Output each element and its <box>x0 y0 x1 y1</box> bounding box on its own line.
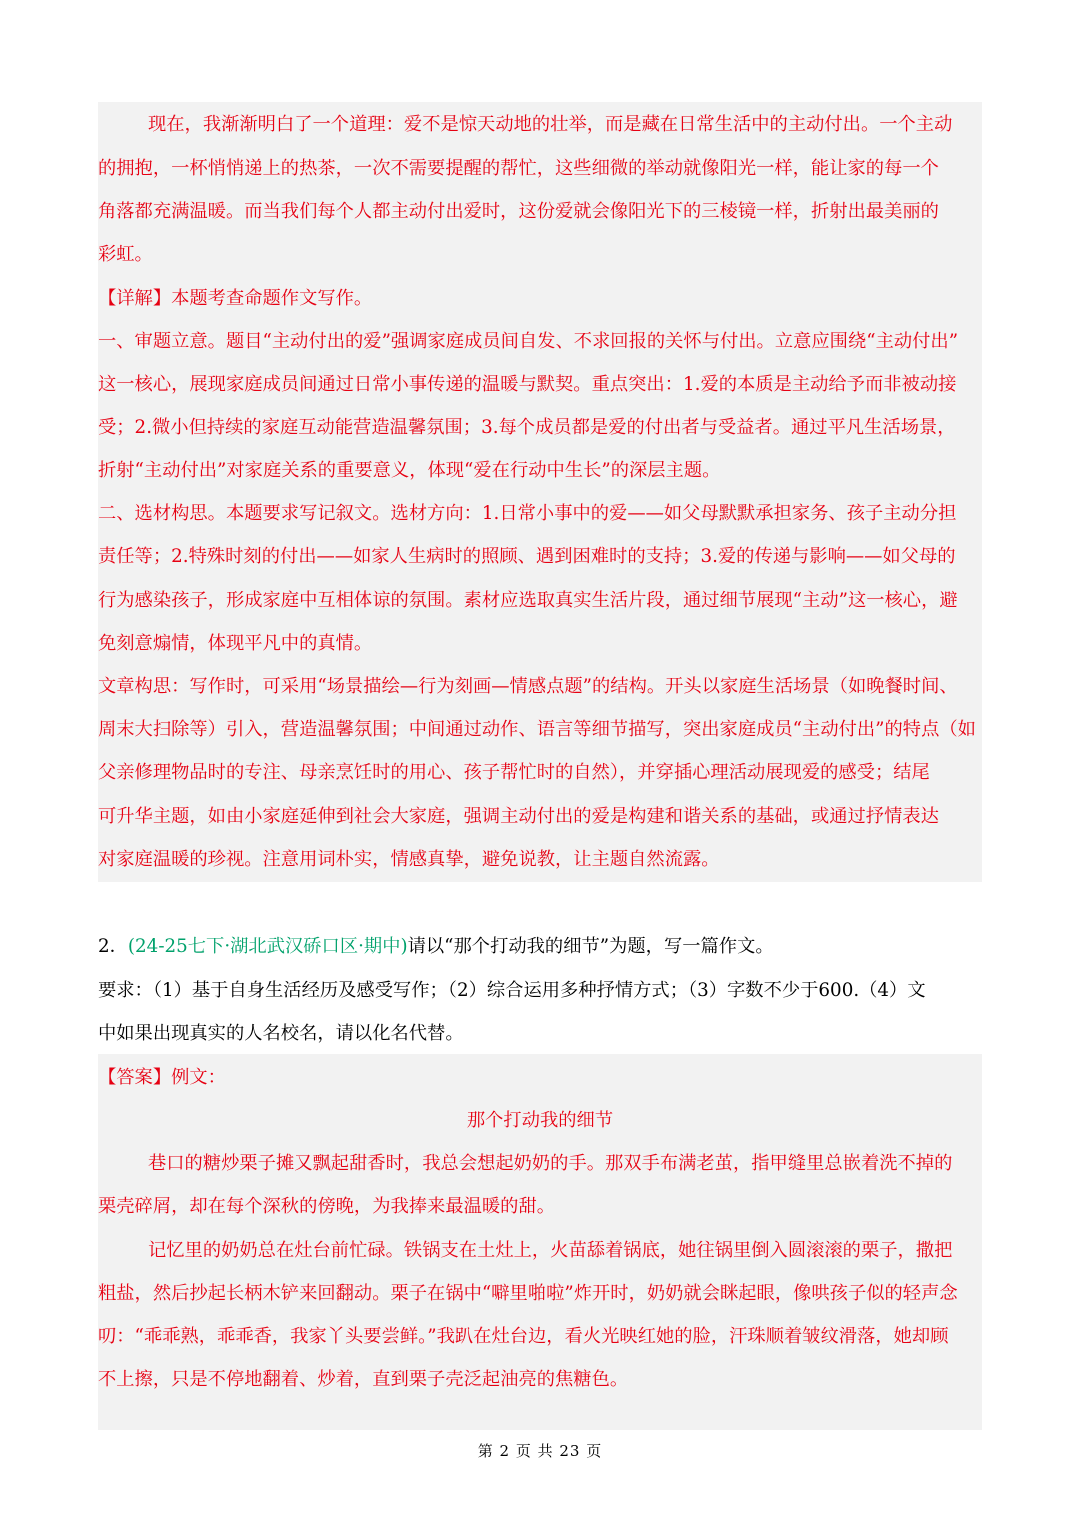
analysis-line: 这一核心，展现家庭成员间通过日常小事传递的温暖与默契。重点突出：1.爱的本质是主动给予而非被动接 <box>98 374 957 395</box>
essay-title: 那个打动我的细节 <box>466 1110 614 1131</box>
analysis-line: 父亲修理物品时的专注、母亲烹饪时的用心、孩子帮忙时的自然），并穿插心理活动展现爱的感受；结尾 <box>98 762 930 783</box>
question-2 <box>98 935 982 959</box>
question-prompt: 请以“那个打动我的细节”为题，写一篇作文。 <box>407 936 774 957</box>
analysis-line: 一、审题立意。题目“主动付出的爱”强调家庭成员间自发、不求回报的关怀与付出。立意应围绕“主动付出” <box>98 331 959 352</box>
essay-line: 叨：“乖乖熟，乖乖香，我家丫头要尝鲜。”我趴在灶台边，看火光映红她的脸，汗珠顺着皱纹滑落，她却顾 <box>98 1326 949 1347</box>
question-source-tag: (24-25七下·湖北武汉硚口区·期中) <box>127 936 408 957</box>
essay-line: 角落都充满温暖。而当我们每个人都主动付出爱时，这份爱就会像阳光下的三棱镜一样，折射出最美丽的 <box>98 201 939 222</box>
question-number: 2． <box>98 936 128 957</box>
analysis-line: 行为感染孩子，形成家庭中互相体谅的氛围。素材应选取真实生活片段，通过细节展现“主动”这一核心，避 <box>98 590 958 611</box>
question-requirements-line: 中如果出现真实的人名校名，请以化名代替。 <box>98 1023 464 1044</box>
analysis-line: 可升华主题，如由小家庭延伸到社会大家庭，强调主动付出的爱是构建和谐关系的基础，或通过抒情表达 <box>98 806 939 827</box>
analysis-line: 折射“主动付出”对家庭关系的重要意义，体现“爱在行动中生长”的深层主题。 <box>98 460 721 481</box>
essay-line: 巷口的糖炒栗子摊又飘起甜香时，我总会想起奶奶的手。那双手布满老茧，指甲缝里总嵌着洗不掉的 <box>148 1153 953 1174</box>
essay-line: 粗盐，然后抄起长柄木铲来回翻动。栗子在锅中“噼里啪啦”炸开时，奶奶就会眯起眼，像哄孩子似的轻声念 <box>98 1283 958 1304</box>
analysis-line: 受；2.微小但持续的家庭互动能营造温馨氛围；3.每个成员都是爱的付出者与受益者。通过平凡生活场景， <box>98 417 956 438</box>
analysis-line: 责任等；2.特殊时刻的付出——如家人生病时的照顾、遇到困难时的支持；3.爱的传递与影响——如父母的 <box>98 546 956 567</box>
page-number: 第 2 页 共 23 页 <box>477 1442 603 1460</box>
analysis-line: 文章构思：写作时，可采用“场景描绘—行为刻画—情感点题”的结构。开头以家庭生活场景（如晚餐时间、 <box>98 676 958 697</box>
essay-line: 现在，我渐渐明白了一个道理：爱不是惊天动地的壮举，而是藏在日常生活中的主动付出。一个主动 <box>148 114 953 135</box>
essay-line: 栗壳碎屑，却在每个深秋的傍晚，为我捧来最温暖的甜。 <box>98 1196 556 1217</box>
analysis-line: 免刻意煽情，体现平凡中的真情。 <box>98 633 373 654</box>
analysis-line: 对家庭温暖的珍视。注意用词朴实，情感真挚，避免说教，让主题自然流露。 <box>98 849 720 870</box>
essay-line: 彩虹。 <box>98 244 153 265</box>
essay-line: 不上擦，只是不停地翻着、炒着，直到栗子壳泛起油亮的焦糖色。 <box>98 1369 629 1390</box>
answer-label: 【答案】例文： <box>98 1067 226 1088</box>
analysis-line: 周末大扫除等）引入，营造温馨氛围；中间通过动作、语言等细节描写，突出家庭成员“主动付出”的特点（如 <box>98 719 976 740</box>
essay-line: 记忆里的奶奶总在灶台前忙碌。铁锅支在土灶上，火苗舔着锅底，她往锅里倒入圆滚滚的栗子，撒把 <box>148 1240 953 1261</box>
analysis-line: 二、选材构思。本题要求写记叙文。选材方向：1.日常小事中的爱——如父母默默承担家务、孩子主动分担 <box>98 503 957 524</box>
essay-line: 的拥抱，一杯悄悄递上的热茶，一次不需要提醒的帮忙，这些细微的举动就像阳光一样，能让家的每一个 <box>98 158 939 179</box>
detail-heading: 【详解】本题考查命题作文写作。 <box>98 288 373 309</box>
question-requirements-line: 要求：（1）基于自身生活经历及感受写作；（2）综合运用多种抒情方式；（3）字数不少于600.（4）文 <box>98 980 926 1001</box>
